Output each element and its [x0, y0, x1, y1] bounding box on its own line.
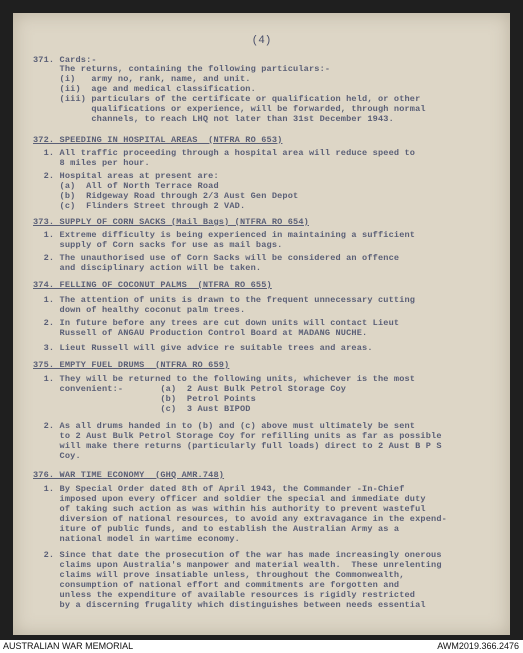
text-line: 1. All traffic proceeding through a hospital area will reduce speed to [33, 148, 416, 158]
text-line: 2. In future before any trees are cut down units will contact Lieut [33, 318, 400, 328]
text-line: (b) Ridgeway Road through 2/3 Aust Gen Depot [33, 191, 299, 201]
text-line: (c) 3 Aust BIPOD [33, 404, 251, 414]
text-line: of taking such action as was within his authority to prevent wasteful [33, 504, 426, 514]
text-line: down of healthy coconut palm trees. [33, 305, 246, 315]
text-line: (a) All of North Terrace Road [33, 181, 219, 191]
document-page [13, 13, 510, 635]
text-line: (c) Flinders Street through 2 VAD. [33, 201, 246, 211]
text-line: (b) Petrol Points [33, 394, 256, 404]
footer-accession-number: AWM2019.366.2476 [437, 641, 519, 651]
text-line: imposed upon every officer and soldier the special and immediate duty [33, 494, 426, 504]
text-line: claims upon Australia's manpower and material wealth. These unrelenting [33, 560, 442, 570]
text-line: Russell of ANGAU Production Control Board at MADANG NUCHE. [33, 328, 368, 338]
text-line: diversion of national resources, to avoid any extravagance in the expend- [33, 514, 447, 524]
text-line: (ii) age and medical classification. [33, 84, 256, 94]
text-line: claims will prove insatiable unless, throughout the Commonwealth, [33, 570, 405, 580]
text-line: consumption of national effort and commitments are forgotten and [33, 580, 400, 590]
text-line: 1. They will be returned to the following units, whichever is the most [33, 374, 416, 384]
text-line: 1. Extreme difficulty is being experienced in maintaining a sufficient [33, 230, 416, 240]
text-line: unless the expenditure of available resources is rigidly restricted [33, 590, 416, 600]
text-line: iture of public funds, and to establish the Australian Army as a [33, 524, 400, 534]
section-heading: 373. SUPPLY OF CORN SACKS (Mail Bags) (NTFRA RO 654) [33, 217, 309, 227]
text-line: will make there returns (particularly full loads) direct to 2 Aust B P S [33, 441, 442, 451]
text-line: to 2 Aust Bulk Petrol Storage Coy for refilling units as far as possible [33, 431, 442, 441]
text-line: 2. The unauthorised use of Corn Sacks will be considered an offence [33, 253, 400, 263]
text-line: 3. Lieut Russell will give advice re suitable trees and areas. [33, 343, 373, 353]
archive-footer [0, 640, 523, 653]
text-line: and disciplinary action will be taken. [33, 263, 262, 273]
text-line: qualifications or experience, will be forwarded, through normal [33, 104, 426, 114]
text-line: channels, to reach LHQ not later than 31st December 1943. [33, 114, 394, 124]
text-line: (iii) particulars of the certificate or qualification held, or other [33, 94, 421, 104]
text-line: supply of Corn sacks for use as mail bags. [33, 240, 283, 250]
text-line: national model in wartime economy. [33, 534, 240, 544]
text-line: The returns, containing the following particulars:- [33, 64, 331, 74]
text-line: 371. Cards:- [33, 55, 97, 65]
text-line: 1. The attention of units is drawn to the frequent unnecessary cutting [33, 295, 416, 305]
text-line: 2. As all drums handed in to (b) and (c) above must ultimately be sent [33, 421, 416, 431]
section-heading: 375. EMPTY FUEL DRUMS (NTFRA RO 659) [33, 360, 230, 370]
page-number: (4) [251, 35, 272, 47]
section-heading: 374. FELLING OF COCONUT PALMS (NTFRA RO 655) [33, 280, 272, 290]
text-line: 8 miles per hour. [33, 158, 150, 168]
text-line: convenient:- (a) 2 Aust Bulk Petrol Storage Coy [33, 384, 347, 394]
section-heading: 372. SPEEDING IN HOSPITAL AREAS (NTFRA RO 653) [33, 135, 283, 145]
text-line: (i) army no, rank, name, and unit. [33, 74, 251, 84]
text-line: Coy. [33, 451, 81, 461]
text-line: 2. Since that date the prosecution of the war has made increasingly onerous [33, 550, 442, 560]
text-line: 1. By Special Order dated 8th of April 1943, the Commander -In-Chief [33, 484, 405, 494]
footer-institution: AUSTRALIAN WAR MEMORIAL [3, 641, 134, 651]
text-line: by a discerning frugality which distinguishes between needs essential [33, 600, 426, 610]
section-heading: 376. WAR TIME ECONOMY (GHQ AMR.748) [33, 470, 225, 480]
text-line: 2. Hospital areas at present are: [33, 171, 219, 181]
